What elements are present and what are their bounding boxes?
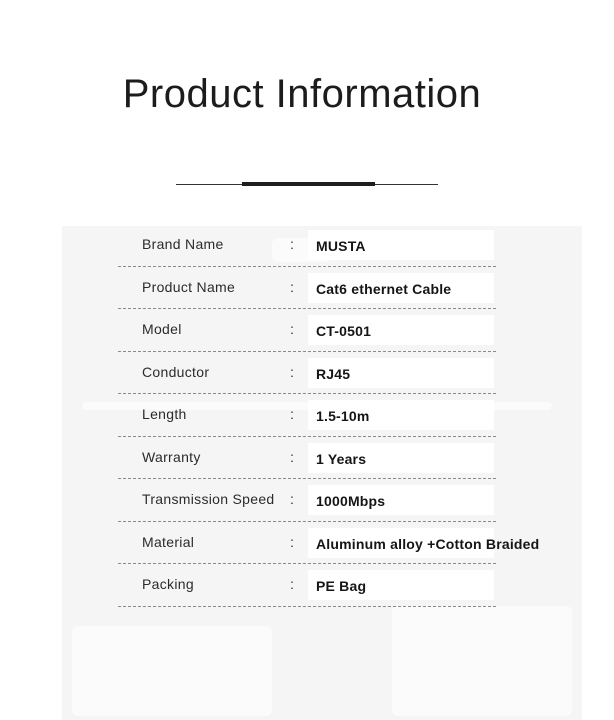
spec-table [118,224,540,607]
spec-row-material [118,522,540,565]
spec-separator: : [290,406,294,422]
spec-label: Model [142,321,182,337]
spec-row-warranty [118,437,496,480]
spec-label: Brand Name [142,236,224,252]
background-shape [72,626,272,716]
spec-separator: : [290,491,294,507]
spec-value: MUSTA [316,238,366,254]
spec-separator: : [290,576,294,592]
spec-separator: : [290,236,294,252]
spec-separator: : [290,533,294,550]
spec-label: Material [142,533,195,550]
spec-row-brand-name [118,224,496,267]
spec-row-packing [118,564,496,607]
spec-separator: : [290,448,294,465]
spec-value: PE Bag [316,578,367,594]
spec-label: Warranty [142,448,201,465]
spec-value: RJ45 [316,365,351,382]
spec-value: Aluminum alloy +Cotton Braided [316,535,540,552]
spec-label: Packing [142,576,194,592]
spec-value: Cat6 ethernet Cable [316,280,452,297]
spec-label: Conductor [142,363,210,380]
spec-label: Length [142,406,187,422]
spec-row-conductor [118,352,496,395]
spec-row-length [118,394,496,437]
spec-label: Product Name [142,278,236,295]
spec-value: CT-0501 [316,323,372,339]
spec-row-transmission-speed [118,479,496,522]
page-title: Product Information [122,72,482,116]
spec-row-model [118,309,496,352]
spec-value: 1.5-10m [316,408,370,424]
spec-separator: : [290,363,294,380]
spec-label: Transmission Speed [142,491,275,507]
background-shape [392,606,572,716]
spec-value: 1000Mbps [316,493,386,509]
spec-separator: : [290,278,294,295]
spec-separator: : [290,321,294,337]
spec-value: 1 Years [316,450,367,467]
title-divider-accent [242,182,375,186]
spec-row-product-name [118,267,496,310]
